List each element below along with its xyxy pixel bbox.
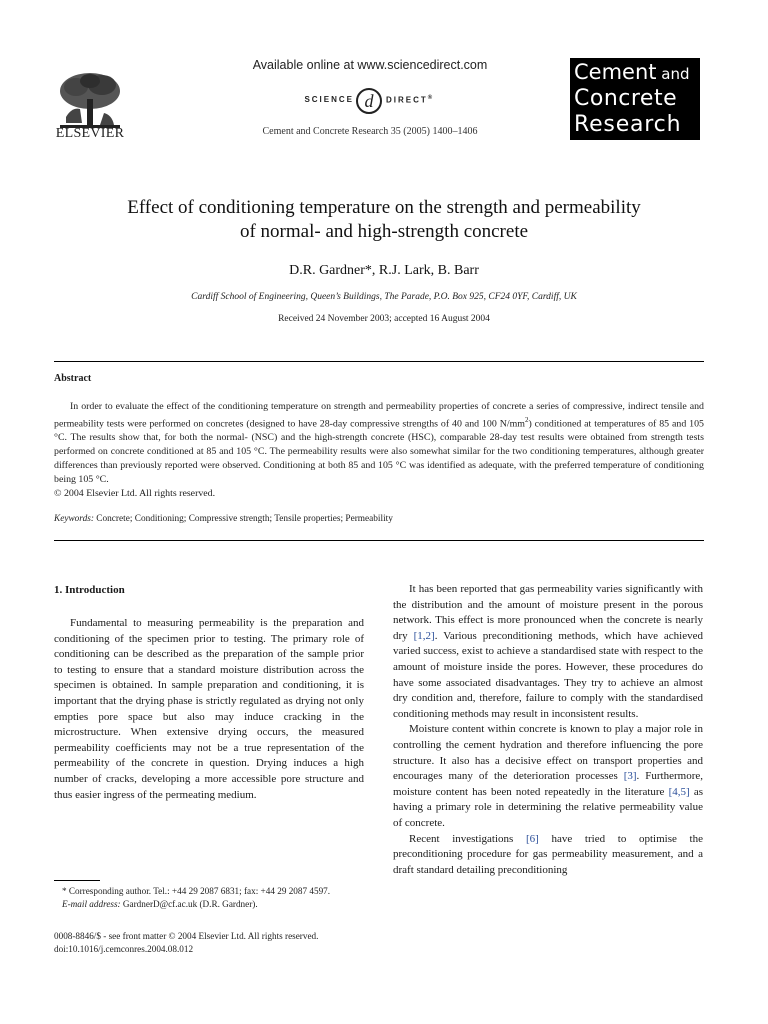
abstract-paragraph: In order to evaluate the effect of the conditioning temperature on strength and permeability properties of concrete a series of compressive, indirect tensile and permeability tests were performed on concretes (designed to have 28-day compressive strengths of 40 and 100 $N/mm^2$) conditioned at temperatures of 85 and 105 °C. The results show that, for both the normal- (NSC) and the high-strength concrete (HSC), comparable 28-day test results were obtained from strength tests performed on concrete conditioned at 85 and 105 °C. The permeability results were also somewhat similar for the two conditioning temperatures, although greater differences than previously reported were observed. Conditioning at both 85 and 105 °C was identified as adequate, with the preferred temperature of conditioning being 105 °C.	[54, 401, 704, 485]
received-dates: Received 24 November 2003; accepted 16 August 2004	[278, 314, 490, 324]
sciencedirect-at-icon	[354, 86, 384, 116]
abstract-copyright: © 2004 Elsevier Ltd. All rights reserved.	[54, 487, 216, 499]
corresponding-author-note: * Corresponding author. Tel.: +44 29 2087 6831; fax: +44 29 2087 4597.	[62, 886, 331, 896]
affiliation: Cardiff School of Engineering, Queen’s Buildings, The Parade, P.O. Box 925, CF24 0YF, Cardiff, UK	[191, 292, 577, 302]
abstract-top-rule	[54, 361, 704, 362]
citation-link[interactable]: [3]	[623, 770, 637, 783]
keywords-line: Keywords: Concrete; Conditioning; Compressive strength; Tensile properties; Permeability	[54, 514, 393, 524]
sciencedirect-left-word: SCIENCE	[304, 95, 354, 104]
footnote-rule	[54, 880, 100, 881]
journal-logo-line3: Research	[574, 112, 682, 137]
journal-logo-line1: Cement and	[574, 60, 690, 84]
author-list: D.R. Gardner*, R.J. Lark, B. Barr	[289, 263, 479, 278]
sciencedirect-right-word: DIRECT®	[386, 95, 435, 105]
footnote	[54, 885, 364, 910]
section-heading-introduction: 1. Introduction	[54, 584, 125, 596]
right-column	[393, 582, 703, 878]
citation-link[interactable]: [4,5]	[668, 785, 690, 798]
citation-link[interactable]: [1,2]	[413, 629, 435, 642]
abstract-bottom-rule	[54, 540, 704, 541]
left-column	[54, 616, 364, 803]
intro-paragraph-1: Fundamental to measuring permeability is the preparation and conditioning of the specimen prior to testing. The primary role of conditioning can be described as the preparation of the sample prior to testing to ensure that a standard moisture distribution across the specimen is obtained. In sample preparation and conditioning, it is important that the drying phase is strictly regulated as drying not only empties pore space but also may induce cracking in the microstructure. When extensive drying occurs, the measured permeability coefficients may not be a true representation of the permeability of the concrete in question. Drying induces a high number of cracks, developing a more accessible pore structure and thus easier ingress of the permeating medium.	[54, 617, 364, 801]
email-note: E-mail address: GardnerD@cf.ac.uk (D.R. Gardner).	[62, 898, 258, 909]
publisher-name: ELSEVIER	[55, 126, 125, 141]
abstract-heading: Abstract	[54, 373, 92, 384]
issn-line: 0008-8846/$ - see front matter © 2004 Elsevier Ltd. All rights reserved.	[54, 931, 319, 941]
intro-paragraph-3: Moisture content within concrete is known to play a major role in controlling the cement hydration and therefore influencing the pore structure. It also has a decisive effect on transport properties and encourages many of the deterioration processes [3]. Furthermore, moisture content has been noted repeatedly in the literature [4,5] as having a primary role in determining the relative permeability value of concrete.	[393, 723, 703, 829]
abstract-body	[54, 400, 704, 501]
intro-paragraph-4: Recent investigations [6] have tried to optimise the preconditioning procedure for gas permeability measurement, and a draft standard detailing preconditioning	[393, 832, 703, 876]
journal-logo	[570, 58, 700, 140]
citation-link[interactable]: [6]	[526, 832, 539, 845]
svg-text:d: d	[364, 91, 374, 111]
available-online-line[interactable]: Available online at www.sciencedirect.com	[252, 58, 488, 72]
doi-line: doi:10.1016/j.cemconres.2004.08.012	[54, 944, 194, 954]
journal-logo-line2: Concrete	[574, 86, 678, 111]
journal-citation: Cement and Concrete Research 35 (2005) 1400–1406	[262, 126, 478, 137]
issn-doi-block	[54, 930, 364, 956]
intro-paragraph-2: It has been reported that gas permeability varies significantly with the distribution and the amount of moisture present in the porous network. This effect is more pronounced when the concrete is nearly dry [1,2]. Various preconditioning methods, which have achieved varied success, exist to achieve a standardised state with respect to the amount of moisture inside the pores. However, these procedures do have some associated disadvantages. They try to achieve an almost dry condition and, therefore, failure to comply with the standardised conditioning methods may result in inconsistent results.	[393, 583, 703, 720]
article-title: Effect of conditioning temperature on the strength and permeability of normal- and high-strength concrete	[127, 197, 641, 242]
sciencedirect-logo	[240, 86, 500, 116]
